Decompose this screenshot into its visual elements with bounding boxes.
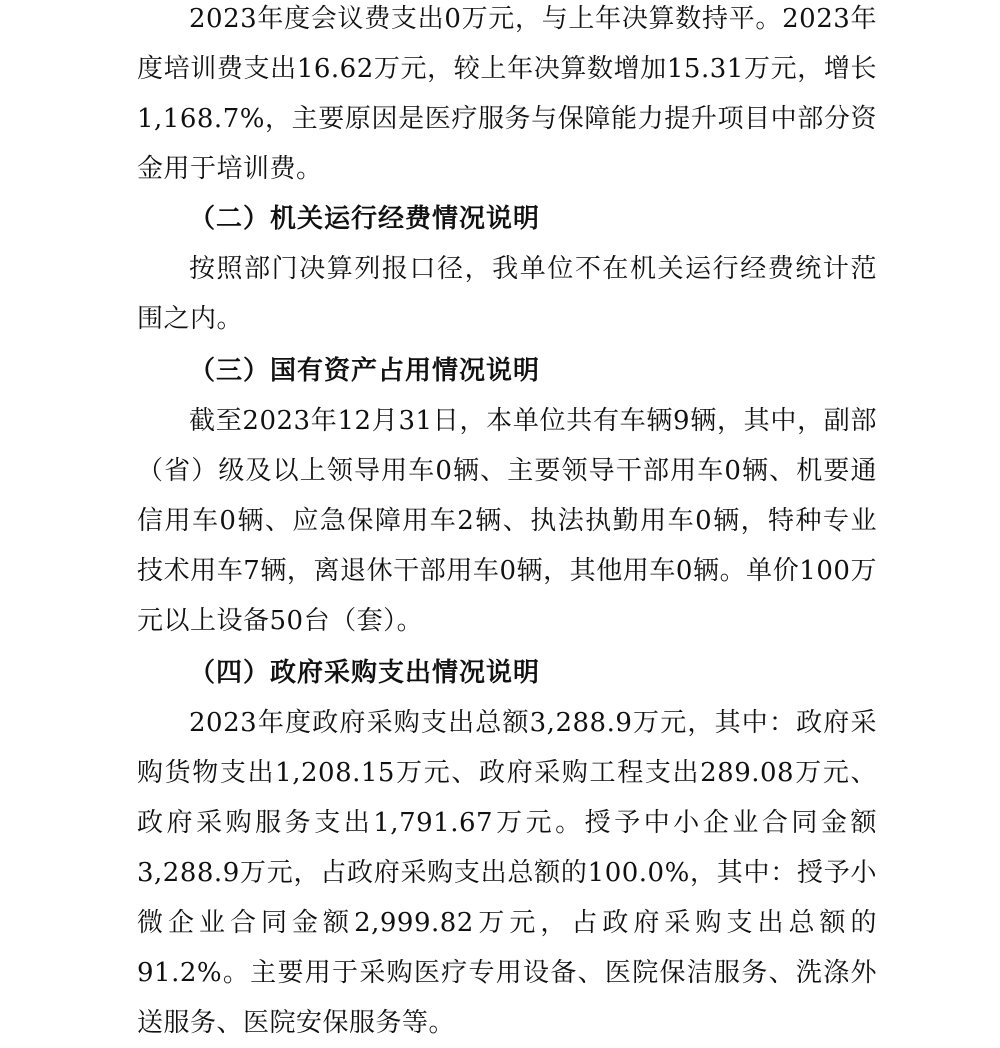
section-heading-operating-expenses: （二）机关运行经费情况说明 [189, 204, 541, 234]
paragraph-government-procurement: 2023年度政府采购支出总额3,288.9万元，其中：政府采购货物支出1,208.15万元、政府采购工程支出289.08万元、政府采购服务支出1,791.67万元。授予中小企业合同金额3,288.9万元，占政府采购支出总额的100.0%，其中：授予小微企业合同金额2,999.82万元，占政府采购支出总额的91.2%。主要用于采购医疗专用设备、医院保洁服务、洗涤外送服务、医院安保服务等。 [137, 708, 877, 1038]
paragraph-operating-expenses: 按照部门决算列报口径，我单位不在机关运行经费统计范围之内。 [137, 254, 877, 334]
paragraph-meeting-training-expense: 2023年度会议费支出0万元，与上年决算数持平。2023年度培训费支出16.62万元，较上年决算数增加15.31万元，增长1,168.7%，主要原因是医疗服务与保障能力提升项目中部分资金用于培训费。 [137, 4, 877, 184]
paragraph-state-assets: 截至2023年12月31日，本单位共有车辆9辆，其中，副部（省）级及以上领导用车0辆、主要领导干部用车0辆、机要通信用车0辆、应急保障用车2辆、执法执勤用车0辆，特种专业技术用车7辆，离退休干部用车0辆，其他用车0辆。单价100万元以上设备50台（套）。 [137, 406, 877, 636]
section-heading-government-procurement: （四）政府采购支出情况说明 [189, 658, 541, 688]
section-heading-state-assets: （三）国有资产占用情况说明 [189, 356, 541, 386]
